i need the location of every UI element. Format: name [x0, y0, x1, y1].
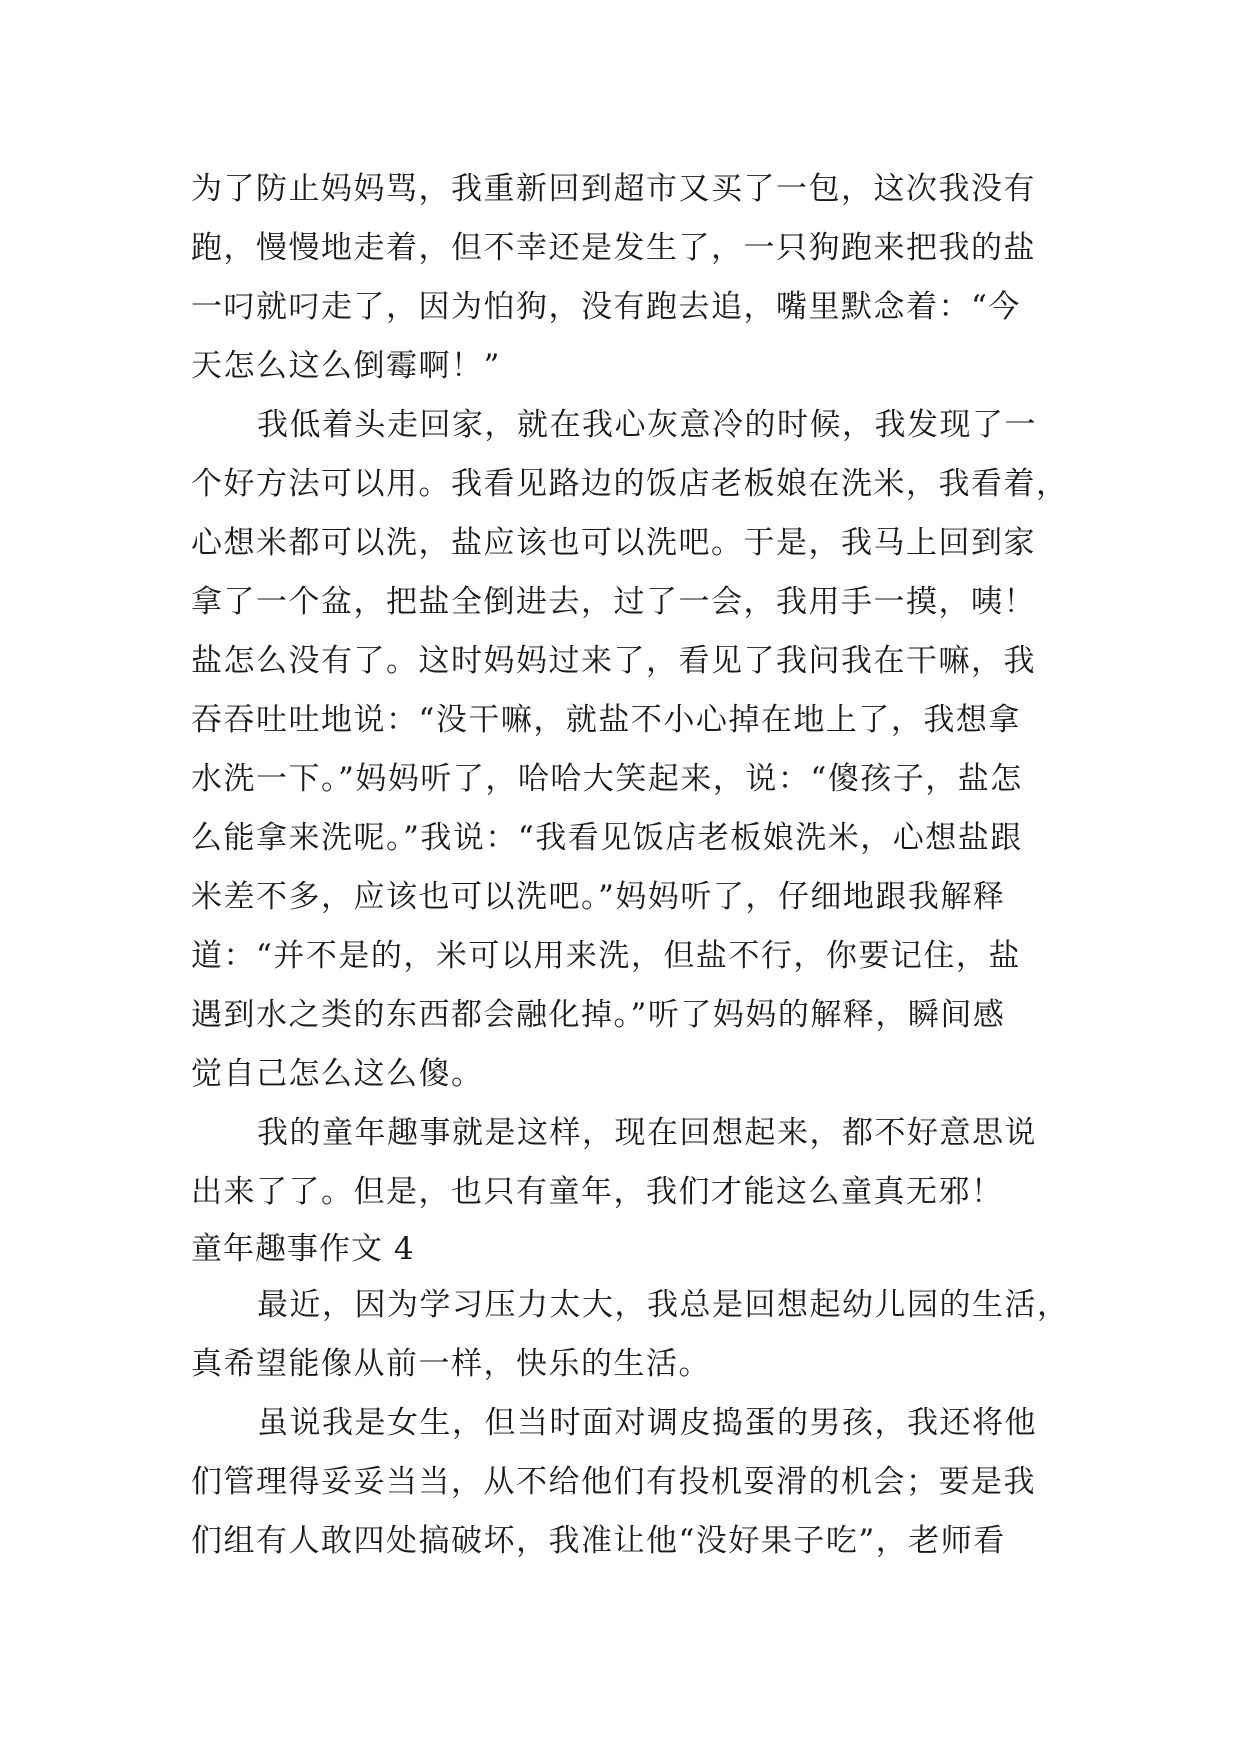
paragraph: [191, 1104, 1051, 1222]
text-line: 拿了一个盆，把盐全倒进去，过了一会，我用手一摸，咦！: [191, 584, 1036, 620]
section-heading: [191, 1222, 1051, 1276]
text-line: 一叼就叼走了，因为怕狗，没有跑去追，嘴里默念着：“今: [191, 289, 1021, 325]
text-line: 跑，慢慢地走着，但不幸还是发生了，一只狗跑来把我的盐: [191, 230, 1036, 266]
text-line: 个好方法可以用。我看见路边的饭店老板娘在洗米，我看着，: [191, 466, 1069, 502]
text-line: 水洗一下。”妈妈听了，哈哈大笑起来，说：“傻孩子，盐怎: [191, 761, 1023, 797]
text-line: 真希望能像从前一样，快乐的生活。: [191, 1346, 711, 1382]
document-body: [191, 160, 1070, 1571]
text-line: 我的童年趣事就是这样，现在回想起来，都不好意思说: [257, 1115, 1037, 1151]
paragraph: [191, 1394, 1051, 1571]
text-line: 遇到水之类的东西都会融化掉。”听了妈妈的解释，瞬间感: [191, 997, 1006, 1033]
text-line: 米差不多，应该也可以洗吧。”妈妈听了，仔细地跟我解释: [191, 879, 1006, 915]
text-line: 们组有人敢四处搞破坏，我准让他“没好果子吃”，老师看: [191, 1523, 1006, 1559]
text-line: 盐怎么没有了。这时妈妈过来了，看见了我问我在干嘛，我: [191, 643, 1036, 679]
paragraph: [191, 160, 1051, 396]
text-line: 心想米都可以洗，盐应该也可以洗吧。于是，我马上回到家: [191, 525, 1036, 561]
text-line: 们管理得妥妥当当，从不给他们有投机耍滑的机会；要是我: [191, 1464, 1036, 1500]
text-line: 为了防止妈妈骂，我重新回到超市又买了一包，这次我没有: [191, 171, 1036, 207]
text-line: 出来了了。但是，也只有童年，我们才能这么童真无邪！: [191, 1174, 1004, 1210]
text-line: 觉自己怎么这么傻。: [191, 1056, 484, 1092]
text-line: 我低着头走回家，就在我心灰意冷的时候，我发现了一: [257, 407, 1037, 443]
text-line: 么能拿来洗呢。”我说：“我看见饭店老板娘洗米，心想盐跟: [191, 820, 1023, 856]
text-line: 天怎么这么倒霉啊！”: [191, 348, 501, 384]
text-line: 最近，因为学习压力太大，我总是回想起幼儿园的生活，: [257, 1287, 1070, 1323]
text-line: 道：“并不是的，米可以用来洗，但盐不行，你要记住，盐: [191, 938, 1021, 974]
text-line: 吞吞吐吐地说：“没干嘛，就盐不小心掉在地上了，我想拿: [191, 702, 1021, 738]
paragraph: [191, 396, 1069, 1104]
paragraph: [191, 1276, 1070, 1394]
text-line: 虽说我是女生，但当时面对调皮捣蛋的男孩，我还将他: [257, 1405, 1037, 1441]
heading-text: 童年趣事作文 4: [191, 1231, 415, 1267]
